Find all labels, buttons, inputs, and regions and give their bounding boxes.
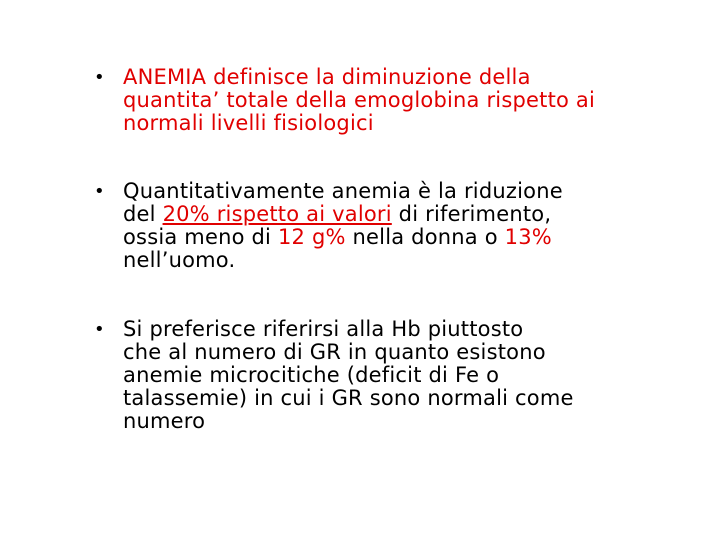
bullet-hb-preference <box>92 318 692 433</box>
text-line: Quantitativamente anemia è la riduzione <box>123 179 563 203</box>
text-line: Si preferisce riferirsi alla Hb piuttosto <box>123 317 524 341</box>
bullet-marker: • <box>94 181 105 202</box>
highlight-13-percent: 13% <box>504 225 552 249</box>
text-line: quantita’ totale della emoglobina rispetto ai <box>123 88 596 112</box>
text-line: ANEMIA definisce la diminuzione della <box>123 65 531 89</box>
text-line: normali livelli fisiologici <box>123 111 374 135</box>
text-segment: nella donna o <box>345 225 505 249</box>
text-segment: di riferimento, <box>391 202 552 226</box>
text-line: talassemie) in cui i GR sono normali come <box>123 386 574 410</box>
text-line: anemie microcitiche (deficit di Fe o <box>123 363 500 387</box>
text-line: che al numero di GR in quanto esistono <box>123 340 546 364</box>
text-line: numero <box>123 409 206 433</box>
bullet-anemia-definition <box>92 66 692 135</box>
text-line: nell’uomo. <box>123 248 236 272</box>
text-segment: del <box>123 202 163 226</box>
highlight-12-g: 12 g% <box>277 225 346 249</box>
bullet-quantitative <box>92 180 692 272</box>
bullet-marker: • <box>94 67 105 88</box>
text-segment: ossia meno di <box>123 225 278 249</box>
highlight-20-percent: 20% rispetto ai valori <box>162 202 392 226</box>
bullet-list <box>92 66 692 433</box>
bullet-marker: • <box>94 319 105 340</box>
